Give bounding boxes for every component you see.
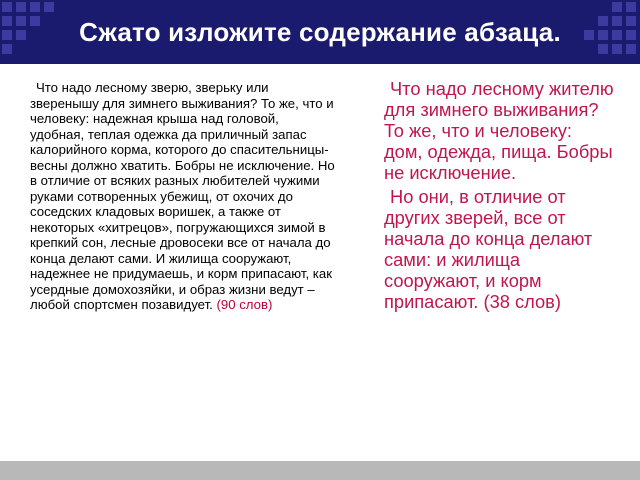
slide-title: Сжато изложите содержание абзаца. xyxy=(79,17,561,47)
summary-paragraph-1: Что надо лесному жителю для зимнего выживания? То же, что и человеку: дом, одежда, пища. Бобры не исключение. xyxy=(384,78,614,183)
summary-word-count: (38 слов) xyxy=(483,291,561,312)
original-paragraph xyxy=(30,80,335,313)
footer-bar xyxy=(0,461,640,480)
title-bar xyxy=(0,0,640,64)
original-paragraph-text: Что надо лесному зверю, зверьку или зверенышу для зимнего выживания? То же, что и человеку: надежная крыша над головой, удобная, теплая одежка да приличный запас калорийного корма, которого до спасительницы-весны должно хватить. Бобры не исключение. Но в отличие от всяких разных любителей чужими руками сотворенных убежищ, от охочих до соседских кладовых воришек, а также от некоторых «хитрецов», погружающихся зимой в крепкий сон, лесные дровосеки все от начала до конца делают сами. И жилища сооружают, надежнее не придумаешь, и корм припасают, как усердные домохозяйки, и образ жизни ведут – любой спортсмен позавидует. xyxy=(30,80,335,312)
original-word-count: (90 слов) xyxy=(216,297,273,312)
summary-paragraph xyxy=(384,78,614,312)
summary-paragraph-2-block xyxy=(384,186,614,312)
summary-paragraph-2: Но они, в отличие от других зверей, все от начала до конца делают сами: и жилища сооружают, и корм припасают. xyxy=(384,186,593,312)
